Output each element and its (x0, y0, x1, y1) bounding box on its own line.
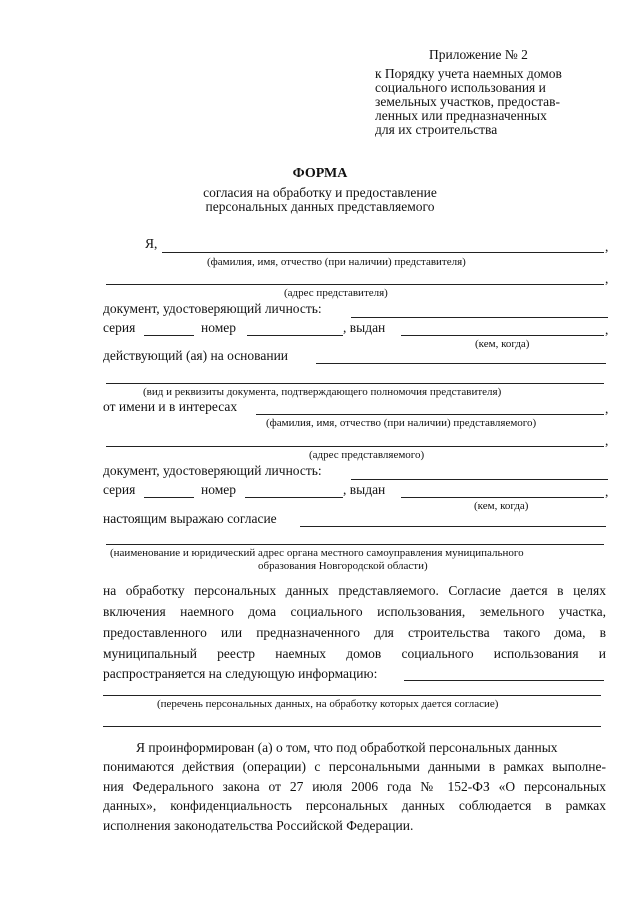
informed-line-2: понимаются действия (операции) с персональными данными в рамках выполне- (103, 759, 606, 774)
represented-address-field[interactable] (106, 446, 604, 447)
represented-name-field[interactable] (256, 414, 604, 415)
consent-label: настоящим выражаю согласие (103, 511, 277, 526)
comma: , (605, 322, 609, 337)
consent-body-field[interactable] (300, 526, 606, 527)
data-list-caption: (перечень персональных данных, на обработку которых дается согласие) (157, 698, 499, 710)
representative-doc-field[interactable] (351, 317, 608, 318)
consent-paragraph-line-1: на обработку персональных данных представляемого. Согласие дается в целях (103, 583, 606, 598)
consent-body-field-continued[interactable] (106, 544, 604, 545)
form-title: ФОРМА (292, 166, 348, 181)
represented-number-label: номер (201, 482, 237, 497)
representative-number-label: номер (201, 320, 237, 335)
basis-field[interactable] (316, 363, 606, 364)
consent-paragraph-line-3: предоставленного или предназначенного для строительства такого дома, в (103, 625, 606, 640)
represented-number-field[interactable] (245, 497, 343, 498)
i-prefix: Я, (145, 236, 158, 251)
informed-line-5: исполнения законодательства Российской Федерации. (103, 818, 414, 833)
represented-issued-label: , выдан (343, 482, 386, 497)
representative-name-field[interactable] (162, 252, 604, 253)
represented-series-field[interactable] (144, 497, 194, 498)
consent-caption-2: образования Новгородской области) (258, 560, 428, 572)
represented-address-caption: (адрес представляемого) (309, 449, 425, 461)
consent-paragraph-line-4: муниципальный реестр наемных домов социального использования и (103, 646, 606, 661)
data-list-field-extra[interactable] (103, 726, 601, 727)
basis-caption: (вид и реквизиты документа, подтверждающего полномочия представителя) (143, 386, 502, 398)
representative-name-caption: (фамилия, имя, отчество (при наличии) представителя) (207, 256, 466, 268)
informed-line-4: данных», конфиденциальность персональных данных соблюдается в рамках (103, 798, 606, 813)
consent-caption-1: (наименование и юридический адрес органа местного самоуправления муниципального (110, 547, 524, 559)
comma: , (605, 239, 609, 254)
appendix-line-3: земельных участков, предостав- (375, 94, 561, 109)
comma: , (605, 433, 609, 448)
form-subtitle-2: персональных данных представляемого (205, 199, 435, 214)
basis-field-continued[interactable] (106, 383, 604, 384)
represented-doc-label: документ, удостоверяющий личность: (103, 463, 322, 478)
representative-doc-label: документ, удостоверяющий личность: (103, 301, 322, 316)
appendix-title: Приложение № 2 (429, 47, 528, 62)
represented-issued-caption: (кем, когда) (474, 500, 529, 512)
representative-issued-label: , выдан (343, 320, 386, 335)
consent-paragraph-line-2: включения наемного дома социального использования, земельного участка, (103, 604, 606, 619)
behalf-label: от имени и в интересах (103, 399, 238, 414)
data-list-field[interactable] (404, 680, 604, 681)
representative-number-field[interactable] (247, 335, 343, 336)
appendix-line-4: ленных или предназначенных (375, 108, 547, 123)
informed-line-1: Я проинформирован (а) о том, что под обработкой персональных данных (136, 740, 558, 755)
comma: , (605, 271, 609, 286)
representative-series-field[interactable] (144, 335, 194, 336)
comma: , (605, 484, 609, 499)
represented-name-caption: (фамилия, имя, отчество (при наличии) представляемого) (266, 417, 537, 429)
data-list-field-continued[interactable] (103, 695, 601, 696)
appendix-line-1: к Порядку учета наемных домов (375, 66, 562, 81)
represented-issued-field[interactable] (401, 497, 604, 498)
form-subtitle-1: согласия на обработку и предоставление (203, 185, 437, 200)
representative-issued-field[interactable] (401, 335, 604, 336)
informed-line-3: ния Федерального закона от 27 июля 2006 года № 152-ФЗ «О персональных (103, 779, 606, 794)
representative-issued-caption: (кем, когда) (475, 338, 530, 350)
representative-address-field[interactable] (106, 284, 604, 285)
represented-series-label: серия (103, 482, 136, 497)
appendix-line-2: социального использования и (375, 80, 546, 95)
represented-doc-field[interactable] (351, 479, 608, 480)
representative-address-caption: (адрес представителя) (284, 287, 388, 299)
representative-series-label: серия (103, 320, 136, 335)
consent-paragraph-line-5: распространяется на следующую информацию: (103, 666, 378, 681)
appendix-line-5: для их строительства (375, 122, 498, 137)
basis-label: действующий (ая) на основании (103, 348, 289, 363)
comma: , (605, 401, 609, 416)
